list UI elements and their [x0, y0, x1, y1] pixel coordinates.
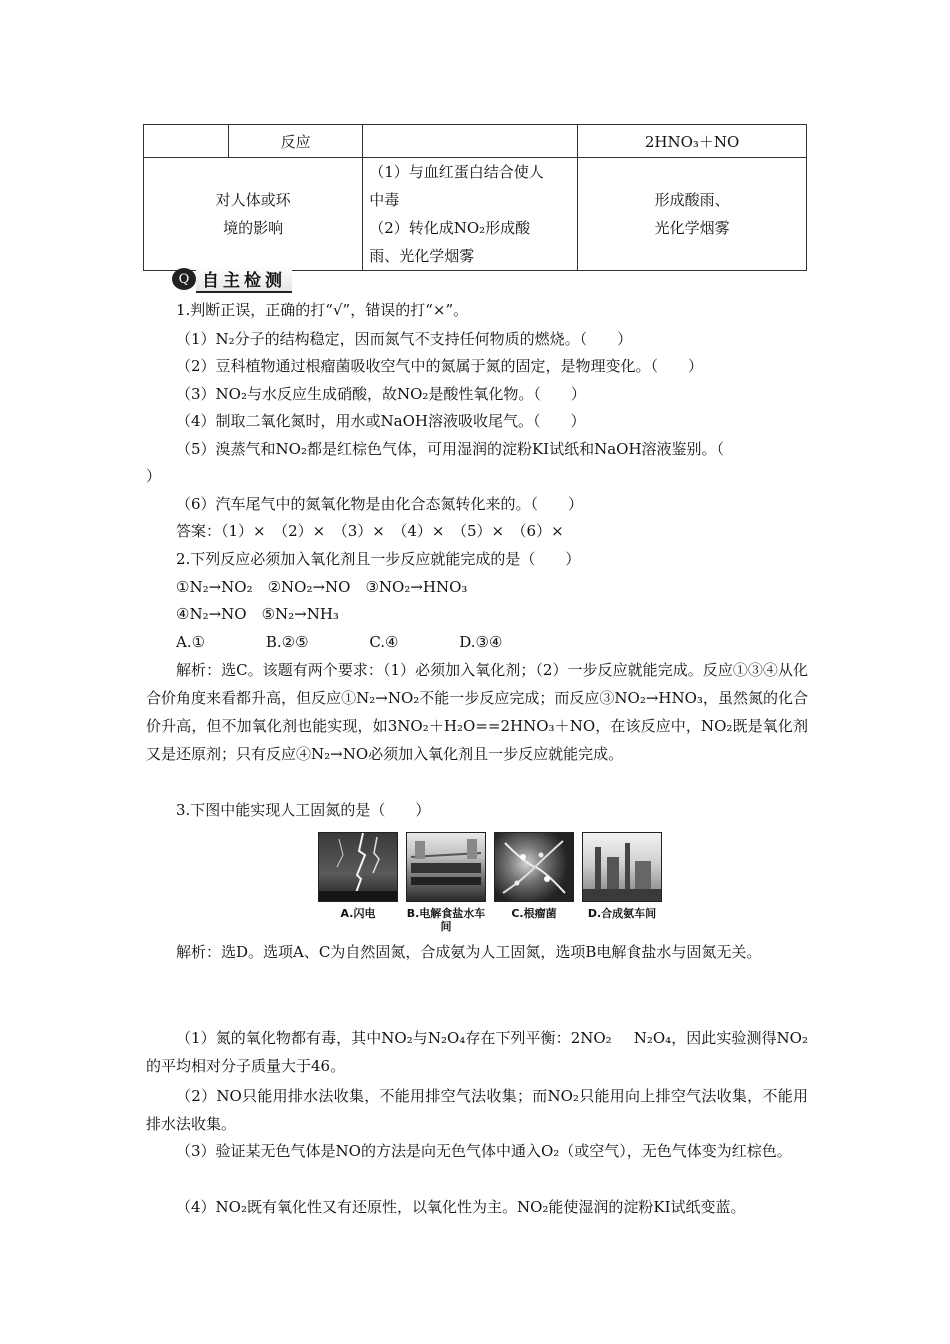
ammonia-plant-photo — [582, 832, 662, 902]
q2-option-a: A.① — [176, 633, 206, 651]
no-effect-line: （1）与血红蛋白结合使人 — [369, 163, 544, 181]
table-row — [144, 125, 807, 158]
q1-item: （1）N₂分子的结构稳定，因而氮气不支持任何物质的燃烧。（ ） — [176, 330, 633, 348]
q3-analysis: 解析：选D。选项A、C为自然固氮，合成氨为人工固氮，选项B电解食盐水与固氮无关。 — [176, 943, 762, 961]
note-2: （2）NO只能用排水法收集，不能用排空气法收集；而NO₂只能用向上排空气法收集，不能用排水法收集。 — [146, 1087, 808, 1133]
figure-caption: B.电解食盐水车间 — [406, 907, 486, 933]
figure-caption: A.闪电 — [340, 907, 376, 920]
table-cell — [363, 125, 578, 158]
lightning-icon — [319, 833, 397, 901]
note-1-part2: N₂O₄，因此实验测得NO₂的平均相对分子质量大于46。 — [146, 1029, 808, 1075]
table-cell-no2-effect — [578, 158, 807, 271]
effect-label-line: 境的影响 — [223, 219, 284, 237]
workshop-icon — [407, 833, 485, 901]
q2-analysis: 解析：选C。该题有两个要求：（1）必须加入氧化剂；（2）一步反应就能完成。反应①③④从化合价角度来看都升高，但反应①N₂→NO₂不能一步反应完成；而反应③NO₂→HNO₃，虽然氮的化合价升高，但不加氧化剂也能实现，如3NO₂＋H₂O==2HNO₃＋NO，在该反应中，NO₂既是氧化剂又是还原剂；只有反应④N₂→NO必须加入氧化剂且一步反应就能完成。 — [146, 661, 808, 763]
q3-figures — [318, 832, 662, 933]
q2-option-c: C.④ — [369, 633, 399, 651]
table-row — [144, 158, 807, 271]
section-badge-icon: Q — [172, 268, 196, 290]
effect-label-line: 对人体或环 — [215, 191, 291, 209]
table-cell-effect-label — [144, 158, 363, 271]
q1-answer: 答案：（1）× （2）× （3）× （4）× （5）× （6）× — [176, 522, 564, 540]
figure-c — [494, 832, 574, 933]
q1-item: （4）制取二氧化氮时，用水或NaOH溶液吸收尾气。（ ） — [176, 412, 586, 430]
q1-item: （2）豆科植物通过根瘤菌吸收空气中的氮属于氮的固定，是物理变化。（ ） — [176, 357, 704, 375]
figure-caption: C.根瘤菌 — [511, 907, 557, 920]
q1-item: （3）NO₂与水反应生成硝酸，故NO₂是酸性氧化物。（ ） — [176, 385, 586, 403]
table-cell-no-effect — [363, 158, 578, 271]
q2-option-b: B.②⑤ — [265, 633, 309, 651]
figure-b — [406, 832, 486, 933]
root-nodule-photo — [494, 832, 574, 902]
note-4: （4）NO₂既有氧化性又有还原性，以氧化性为主。NO₂能使湿润的淀粉KI试纸变蓝。 — [176, 1198, 746, 1216]
q2-stem: 2.下列反应必须加入氧化剂且一步反应就能完成的是（ ） — [176, 550, 581, 568]
figure-caption: D.合成氨车间 — [587, 907, 657, 920]
electrolysis-workshop-photo — [406, 832, 486, 902]
no-effect-line: （2）转化成NO₂形成酸 — [369, 219, 531, 237]
q1-item-continued: ） — [146, 467, 162, 485]
factory-icon — [583, 833, 661, 901]
lightning-photo — [318, 832, 398, 902]
table-cell — [144, 125, 229, 158]
table-cell-no2-reaction: 2HNO₃＋NO — [578, 125, 807, 158]
no-effect-line: 中毒 — [369, 191, 400, 209]
root-nodule-icon — [495, 833, 573, 901]
section-heading — [172, 268, 292, 290]
q2-reactions: ①N₂→NO₂ ②NO₂→NO ③NO₂→HNO₃ — [176, 578, 468, 596]
no2-effect-line: 形成酸雨、 — [654, 191, 730, 209]
figure-d — [582, 832, 662, 933]
no-effect-line: 雨、光化学烟雾 — [369, 247, 475, 265]
note-3: （3）验证某无色气体是NO的方法是向无色气体中通入O₂（或空气），无色气体变为红棕色。 — [176, 1142, 792, 1160]
note-1-part1: （1）氮的氧化物都有毒，其中NO₂与N₂O₄存在下列平衡：2NO₂ — [176, 1029, 612, 1047]
section-title: 自主检测 — [196, 266, 292, 293]
q1-item: （5）溴蒸气和NO₂都是红棕色气体，可用湿润的淀粉KI试纸和NaOH溶液鉴别。（ — [176, 440, 725, 458]
note-1 — [146, 1024, 808, 1080]
comparison-table — [143, 124, 807, 271]
q2-reactions: ④N₂→NO ⑤N₂→NH₃ — [176, 605, 339, 623]
q2-option-d: D.③④ — [459, 633, 503, 651]
no2-effect-line: 光化学烟雾 — [654, 219, 730, 237]
q2-options — [176, 632, 502, 652]
q1-item: （6）汽车尾气中的氮氧化物是由化合态氮转化来的。（ ） — [176, 495, 584, 513]
figure-a — [318, 832, 398, 933]
table-cell-reaction-label: 反应 — [229, 125, 363, 158]
q1-stem: 1.判断正误，正确的打“√”，错误的打“×”。 — [176, 301, 469, 319]
q3-stem: 3.下图中能实现人工固氮的是（ ） — [176, 801, 431, 819]
